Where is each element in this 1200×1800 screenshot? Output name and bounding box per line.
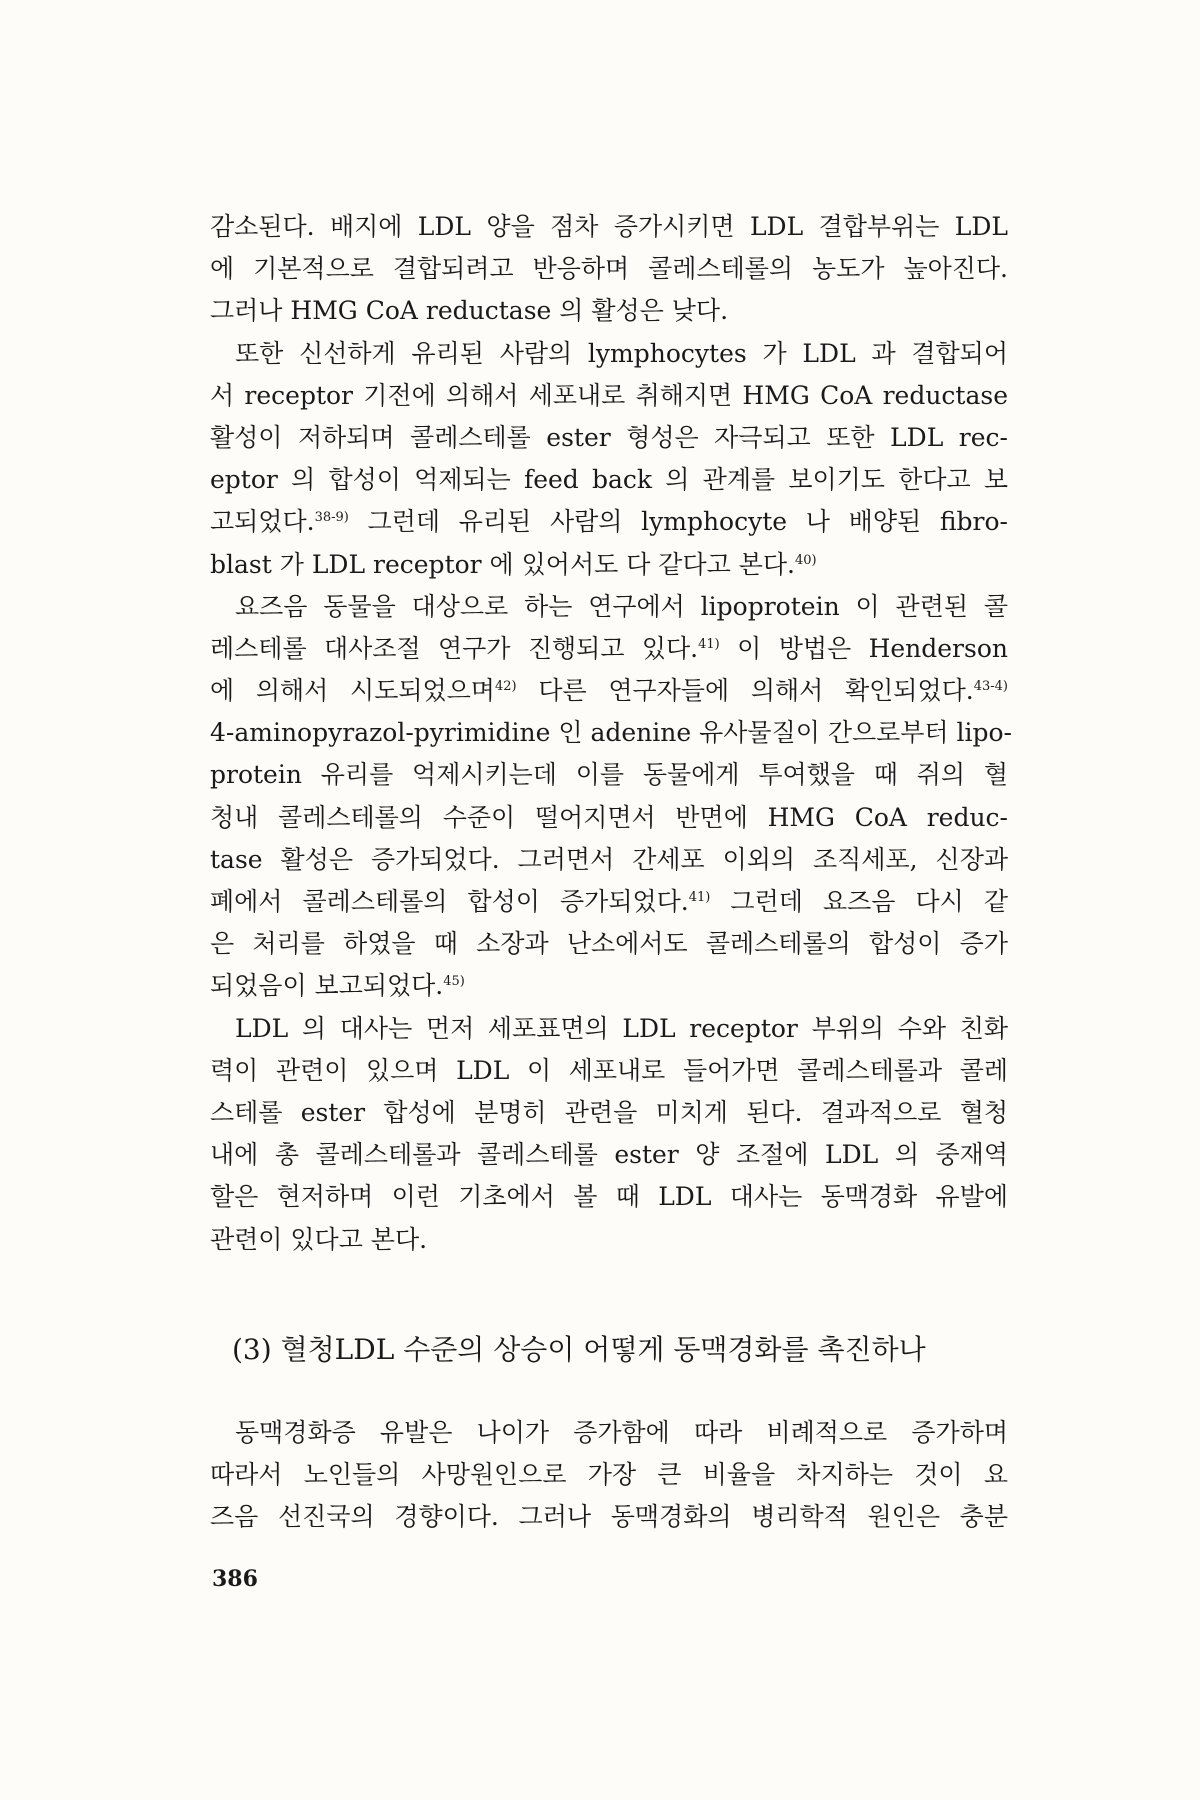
- text-line: 관련이 있다고 본다.: [210, 1224, 428, 1254]
- reference-mark: 41): [698, 636, 720, 652]
- text-line: 고되었다.$^{38-9)}$ 그런데 유리된 사람의 lymphocyte 나 배양된 fibro-: [210, 507, 1008, 537]
- text-line: LDL 의 대사는 먼저 세포표면의 LDL receptor 부위의 수와 친화: [235, 1013, 1008, 1043]
- text-line: 되었음이 보고되었다.$^{45)}$: [210, 971, 465, 1001]
- text-line: 활성이 저하되며 콜레스테롤 ester 형성은 자극되고 또한 LDL rec-: [210, 422, 1008, 452]
- text-line: 서 receptor 기전에 의해서 세포내로 취해지면 HMG CoA reductase: [210, 380, 1008, 410]
- reference-mark: 41): [688, 890, 711, 905]
- text-line: protein 유리를 억제시키는데 이를 동물에게 투여했을 때 쥐의 혈: [210, 760, 1008, 790]
- text-line: tase 활성은 증가되었다. 그러면서 간세포 이외의 조직세포, 신장과: [210, 844, 1008, 874]
- reference-mark: 40): [794, 552, 817, 568]
- text-line: 감소된다. 배지에 LDL 양을 점차 증가시키면 LDL 결합부위는 LDL: [210, 212, 1008, 241]
- reference-mark: 42): [494, 679, 517, 695]
- text-line: 력이 관련이 있으며 LDL 이 세포내로 들어가면 콜레스테롤과 콜레: [210, 1055, 1008, 1085]
- text-line: blast 가 LDL receptor 에 있어서도 다 같다고 본다.$^{40)}$: [210, 549, 817, 579]
- text-line: 내에 총 콜레스테롤과 콜레스테롤 ester 양 조절에 LDL 의 중재역: [210, 1140, 1008, 1170]
- text-line: 동맥경화증 유발은 나이가 증가함에 따라 비례적으로 증가하며: [235, 1418, 1008, 1447]
- section-text: [210, 1412, 1008, 1539]
- section-heading: (3) 혈청LDL 수준의 상승이 어떻게 동맥경화를 촉진하나: [232, 1333, 926, 1366]
- reference-mark: 38-9): [314, 510, 349, 526]
- text-line: 스테롤 ester 합성에 분명히 관련을 미치게 된다. 결과적으로 혈청: [210, 1097, 1008, 1127]
- text-line: 에 기본적으로 결합되려고 반응하며 콜레스테롤의 농도가 높아진다.: [210, 254, 1008, 284]
- text-line: 그러나 HMG CoA reductase 의 활성은 낮다.: [210, 296, 729, 326]
- page-number: 386: [212, 1566, 258, 1592]
- text-line: 할은 현저하며 이런 기초에서 볼 때 LDL 대사는 동맥경화 유발에: [210, 1182, 1008, 1212]
- text-line: eptor 의 합성이 억제되는 feed back 의 관계를 보이기도 한다고 보: [210, 465, 1008, 495]
- text-line: 에 의해서 시도되었으며$^{42)}$ 다른 연구자들에 의해서 확인되었다.$^{43-4)}$: [210, 676, 1008, 706]
- text-line: 폐에서 콜레스테롤의 합성이 증가되었다.$^{41)}$ 그런데 요즈음 다시 같: [210, 887, 1009, 916]
- text-line: 은 처리를 하였을 때 소장과 난소에서도 콜레스테롤의 합성이 증가: [210, 929, 1008, 959]
- text-line: 또한 신선하게 유리된 사람의 lymphocytes 가 LDL 과 결합되어: [235, 338, 1008, 368]
- body-text: [210, 206, 1013, 1261]
- text-line: 4-aminopyrazol-pyrimidine 인 adenine 유사물질이 간으로부터 lipo-: [210, 718, 1013, 748]
- text-line: 레스테롤 대사조절 연구가 진행되고 있다.$^{41)}$ 이 방법은 Henderson: [210, 633, 1008, 663]
- text-line: 즈음 선진국의 경향이다. 그러나 동맥경화의 병리학적 원인은 충분: [210, 1502, 1008, 1532]
- text-line: 청내 콜레스테롤의 수준이 떨어지면서 반면에 HMG CoA reduc-: [210, 802, 1008, 832]
- text-line: 요즈음 동물을 대상으로 하는 연구에서 lipoprotein 이 관련된 콜: [235, 591, 1008, 621]
- reference-mark: 43-4): [973, 679, 1008, 695]
- reference-mark: 45): [443, 974, 465, 990]
- text-line: 따라서 노인들의 사망원인으로 가장 큰 비율을 차지하는 것이 요: [210, 1460, 1008, 1490]
